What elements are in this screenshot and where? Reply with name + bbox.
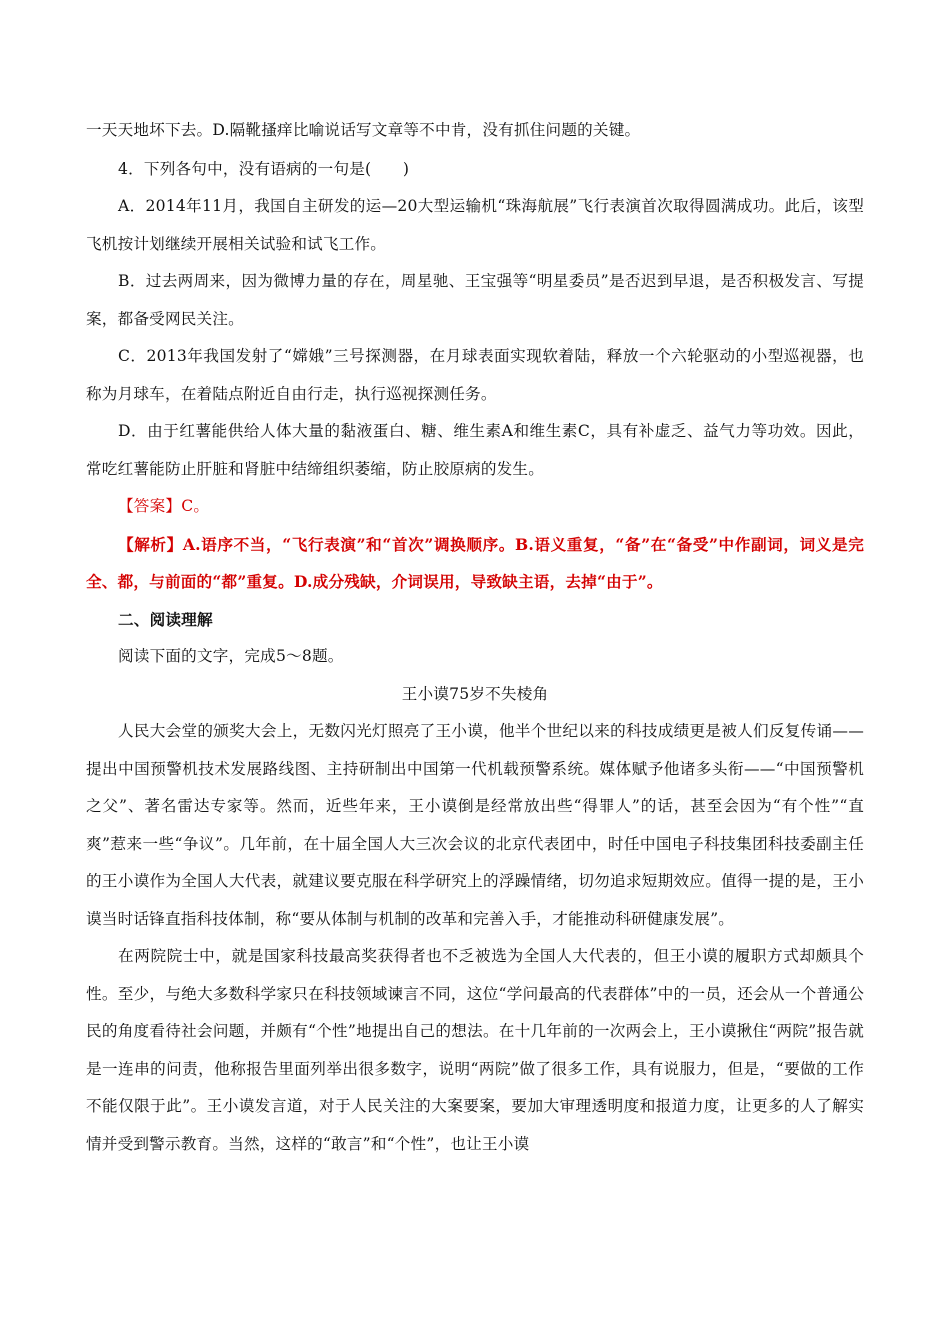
continuation-line: 一天天地坏下去。D.隔靴搔痒比喻说话写文章等不中肯，没有抓住问题的关键。 [86, 121, 641, 139]
article-title: 王小谟75岁不失棱角 [401, 684, 549, 703]
question-4-stem: 4．下列各句中，没有语病的一句是( ) [118, 159, 410, 178]
answer-label: 【答案】 [118, 497, 182, 515]
section-2-heading: 二、阅读理解 [118, 609, 213, 629]
analysis-line [86, 526, 864, 601]
reading-instruction: 阅读下面的文字，完成5～8题。 [118, 647, 344, 665]
question-4-option-b: B．过去两周来，因为微博力量的存在，周星驰、王宝强等“明星委员”是否迟到早退，是否积极发言、写提案，都备受网民关注。 [86, 272, 864, 328]
article-paragraph-2: 在两院院士中，就是国家科技最高奖获得者也不乏被选为全国人大代表的，但王小谟的履职方式却颇具个性。至少，与绝大多数科学家只在科技领域谏言不同，这位“学问最高的代表群体”中的一员，还会从一个普通公民的角度看待社会问题，并颇有“个性”地提出自己的想法。在十几年前的一次两会上，王小谟揪住“两院”报告就是一连串的问责，他称报告里面列举出很多数字，说明“两院”做了很多工作，具有说服力，但是，“要做的工作不能仅限于此”。王小谟发言道，对于人民关注的大案要案，要加大审理透明度和报道力度，让更多的人了解实情并受到警示教育。当然，这样的“敢言”和“个性”，也让王小谟 [86, 947, 864, 1153]
document-body [86, 112, 864, 1163]
answer-value: C。 [181, 497, 210, 515]
answer-line [86, 488, 864, 526]
question-4-option-c: C．2013年我国发射了“嫦娥”三号探测器，在月球表面实现软着陆，释放一个六轮驱动的小型巡视器，也称为月球车，在着陆点附近自由行走，执行巡视探测任务。 [86, 347, 864, 403]
question-4-option-a: A．2014年11月，我国自主研发的运—20大型运输机“珠海航展”飞行表演首次取得圆满成功。此后，该型飞机按计划继续开展相关试验和试飞工作。 [86, 197, 864, 253]
analysis-label: 【解析】 [118, 534, 183, 554]
article-paragraph-1: 人民大会堂的颁奖大会上，无数闪光灯照亮了王小谟，他半个世纪以来的科技成绩更是被人们反复传诵——提出中国预警机技术发展路线图、主持研制出中国第一代机载预警系统。媒体赋予他诸多头衔——“中国预警机之父”、著名雷达专家等。然而，近些年来，王小谟倒是经常放出些“得罪人”的话，甚至会因为“有个性”“直爽”惹来一些“争议”。几年前，在十届全国人大三次会议的北京代表团中，时任中国电子科技集团科技委副主任的王小谟作为全国人大代表，就建议要克服在科学研究上的浮躁情绪，切勿追求短期效应。值得一提的是，王小谟当时话锋直指科技体制，称“要从体制与机制的改革和完善入手，才能推动科研健康发展”。 [86, 722, 864, 928]
question-4-option-d: D．由于红薯能供给人体大量的黏液蛋白、糖、维生素A和维生素C，具有补虚乏、益气力等功效。因此，常吃红薯能防止肝脏和肾脏中结缔组织萎缩，防止胶原病的发生。 [86, 422, 864, 478]
analysis-text: A.语序不当，“飞行表演”和“首次”调换顺序。B.语义重复，“备”在“备受”中作副词，词义是完全、都，与前面的“都”重复。D.成分残缺，介词误用，导致缺主语，去掉“由于”。 [86, 534, 864, 591]
